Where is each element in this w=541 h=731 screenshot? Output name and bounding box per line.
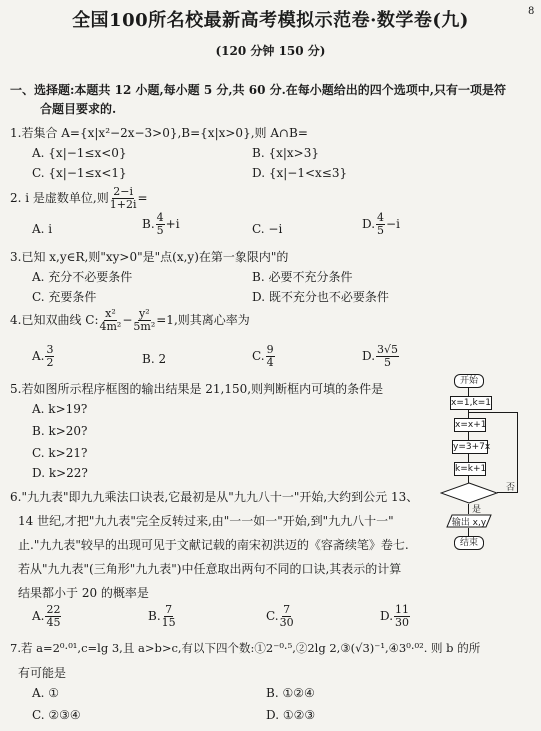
- q4-a-label: A.: [32, 349, 45, 363]
- q2-d-label: D.: [362, 217, 376, 231]
- flow-arrow-2: [468, 409, 469, 418]
- flow-no-branch-v: [517, 412, 518, 493]
- q1-option-b[interactable]: B. {x|x>3}: [252, 146, 319, 160]
- exam-duration-score: (120 分钟 150 分): [215, 44, 326, 58]
- q7-option-d[interactable]: D. ①②③: [266, 708, 316, 722]
- q2-option-b[interactable]: [142, 212, 180, 237]
- q5-option-a[interactable]: A. k>19?: [32, 402, 88, 416]
- q3-stem: 3.已知 x,y∈R,则"xy>0"是"点(x,y)在第一象限内"的: [10, 250, 289, 264]
- q6-d-num: 11: [395, 603, 410, 616]
- flow-init: x=1,k=1: [451, 398, 491, 408]
- page-title: 全国100所名校最新高考模拟示范卷·数学卷(九): [72, 10, 469, 31]
- q4-c-label: C.: [252, 349, 265, 363]
- q2-d-num: 4: [377, 211, 385, 224]
- q6-line3: 止."九九表"较早的出现可见于文献记载的南宋初洪迈的《容斋续笔》卷七.: [18, 538, 409, 552]
- q4-f2-num: y²: [139, 307, 150, 320]
- q7-option-c[interactable]: C. ②③④: [32, 708, 81, 722]
- q6-option-a[interactable]: [32, 604, 62, 629]
- q4-c-num: 9: [266, 343, 274, 356]
- q2-frac-den: 1+2i: [109, 198, 137, 211]
- q4-option-c[interactable]: [252, 344, 276, 369]
- q6-a-label: A.: [32, 609, 45, 623]
- q6-d-label: D.: [380, 609, 394, 623]
- q2-b-label: B.: [142, 217, 155, 231]
- q2-stem-post: =: [137, 191, 148, 205]
- q4-a-num: 3: [46, 343, 54, 356]
- flow-no-branch-back: [468, 412, 517, 413]
- q2-d-fraction: [376, 212, 385, 237]
- q6-option-d[interactable]: [380, 604, 411, 629]
- q6-line5: 结果都小于 20 的概率是: [18, 586, 149, 600]
- q6-a-den: 45: [46, 616, 61, 629]
- q2-b-post: +i: [165, 217, 180, 231]
- q6-c-label: C.: [266, 609, 279, 623]
- q6-d-fraction: [394, 604, 410, 629]
- q6-b-den: 15: [161, 616, 176, 629]
- flow-step-k: k=k+1: [455, 464, 487, 474]
- q4-option-d[interactable]: [362, 344, 400, 369]
- q4-f1-num: x²: [105, 307, 116, 320]
- q5-option-c[interactable]: C. k>21?: [32, 446, 88, 460]
- q4-stem-text: 4.已知双曲线 C:: [10, 313, 99, 327]
- q4-option-b[interactable]: B. 2: [142, 352, 167, 366]
- flow-arrow-6: [468, 504, 469, 514]
- q4-fraction-x: [100, 308, 122, 333]
- q6-option-c[interactable]: [266, 604, 295, 629]
- q6-c-fraction: [280, 604, 294, 629]
- section-instructions-line2: 合题目要求的.: [40, 102, 117, 116]
- section-instructions-line1: 一、选择题:本题共 12 小题,每小题 5 分,共 60 分.在每小题给出的四个选项中,只有一项是符: [10, 83, 506, 97]
- q4-d-den: 5: [384, 356, 392, 369]
- q6-option-b[interactable]: [148, 604, 177, 629]
- q6-d-den: 30: [395, 616, 410, 629]
- q4-f1-den: 4m²: [99, 320, 122, 333]
- q4-a-den: 2: [46, 356, 54, 369]
- q4-d-label: D.: [362, 349, 376, 363]
- q4-d-num: 3√5: [377, 343, 399, 356]
- flow-arrow-7: [468, 528, 469, 536]
- q6-b-label: B.: [148, 609, 161, 623]
- q4-d-fraction: [376, 344, 399, 369]
- flow-yes-label: 是: [472, 505, 482, 515]
- q3-option-a[interactable]: A. 充分不必要条件: [32, 270, 133, 284]
- q2-fraction: [110, 186, 137, 211]
- q4-stem-post: =1,则其离心率为: [156, 313, 250, 327]
- flow-end: 结束: [454, 536, 484, 550]
- q6-b-num: 7: [165, 603, 173, 616]
- flow-arrow-3: [468, 431, 469, 440]
- q6-line1: 6."九九表"即九九乘法口诀表,它最初是从"九九八十一"开始,大约到公元 13、: [10, 490, 419, 504]
- q2-d-post: −i: [386, 217, 400, 231]
- q6-line2: 14 世纪,才把"九九表"完全反转过来,由"一一如一"开始,到"九九八十一": [18, 514, 394, 528]
- q1-stem: 1.若集合 A={x|x²−2x−3>0},B={x|x>0},则 A∩B=: [10, 126, 308, 140]
- q1-option-c[interactable]: C. {x|−1≤x<1}: [32, 166, 127, 180]
- q4-f2-den: 5m²: [133, 320, 156, 333]
- q2-stem-text: 2. i 是虚数单位,则: [10, 191, 109, 205]
- flow-start: 开始: [454, 374, 484, 388]
- flow-no-label: 否: [506, 483, 516, 493]
- flow-decision-diamond: [440, 482, 498, 504]
- q7-line2: 有可能是: [18, 666, 67, 680]
- q5-option-d[interactable]: D. k>22?: [32, 466, 88, 480]
- q4-c-fraction: [266, 344, 275, 369]
- flow-output: 输出 x,y: [451, 518, 487, 528]
- q7-line1: 7.若 a=2⁰·⁰¹,c=lg 3,且 a>b>c,有以下四个数:①2⁻⁰·⁵,②2lg 2,③(√3)⁻¹,④3⁰·⁰². 则 b 的所: [10, 641, 481, 655]
- flow-arrow-4: [468, 453, 469, 462]
- q6-c-den: 30: [279, 616, 294, 629]
- q4-minus: −: [122, 313, 133, 327]
- q2-option-c[interactable]: C. −i: [252, 222, 283, 236]
- flow-arrow-1: [468, 387, 469, 396]
- q4-c-den: 4: [266, 356, 274, 369]
- q6-line4: 若从"九九表"(三角形"九九表")中任意取出两句不同的口诀,其表示的计算: [18, 562, 402, 576]
- flow-step-x: x=x+1: [455, 420, 487, 430]
- q2-stem: [10, 186, 148, 211]
- q2-d-den: 5: [377, 224, 385, 237]
- q3-option-c[interactable]: C. 充要条件: [32, 290, 97, 304]
- q2-option-d[interactable]: [362, 212, 400, 237]
- q5-option-b[interactable]: B. k>20?: [32, 424, 88, 438]
- q6-c-num: 7: [283, 603, 291, 616]
- q1-option-a[interactable]: A. {x|−1≤x<0}: [32, 146, 127, 160]
- q4-fraction-y: [133, 308, 155, 333]
- q2-option-a[interactable]: A. i: [32, 222, 53, 236]
- q5-stem: 5.若如图所示程序框图的输出结果是 21,150,则判断框内可填的条件是: [10, 382, 384, 396]
- q2-b-num: 4: [156, 211, 164, 224]
- q4-a-fraction: [45, 344, 54, 369]
- q7-option-a[interactable]: A. ①: [32, 686, 60, 700]
- page-number: 8: [528, 6, 535, 17]
- q4-stem: [10, 308, 250, 333]
- q4-option-a[interactable]: [32, 344, 55, 369]
- q6-a-num: 22: [46, 603, 61, 616]
- q2-b-fraction: [156, 212, 165, 237]
- q7-option-b[interactable]: B. ①②④: [266, 686, 315, 700]
- q3-option-b[interactable]: B. 必要不充分条件: [252, 270, 353, 284]
- q2-frac-num: 2−i: [113, 185, 133, 198]
- q1-option-d[interactable]: D. {x|−1<x≤3}: [252, 166, 348, 180]
- q6-b-fraction: [162, 604, 176, 629]
- q6-a-fraction: [45, 604, 61, 629]
- flow-step-y: y=3+7x: [453, 442, 491, 452]
- q3-option-d[interactable]: D. 既不充分也不必要条件: [252, 290, 389, 304]
- q2-b-den: 5: [156, 224, 164, 237]
